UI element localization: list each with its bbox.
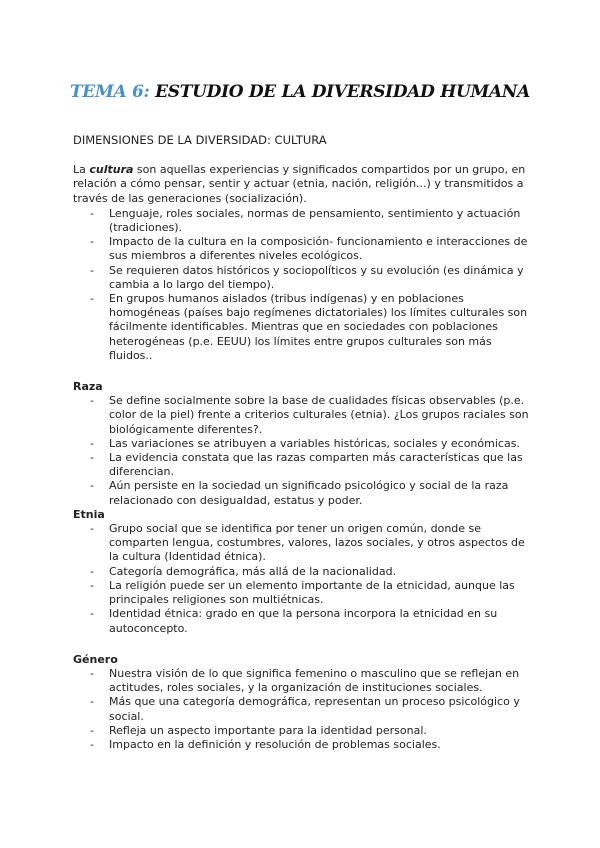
cultura-list <box>73 207 533 363</box>
genero-heading: Género <box>73 652 118 666</box>
list-item: - Identidad étnica: grado en que la persona incorpora la etnicidad en su autoconcepto. <box>109 607 533 635</box>
list-item: - La evidencia constata que las razas comparten más características que las diferencian. <box>109 451 533 479</box>
list-item: - Más que una categoría demográfica, representan un proceso psicológico y social. <box>109 695 533 723</box>
list-item: - Refleja un aspecto importante para la identidad personal. <box>109 724 533 738</box>
page-title <box>0 82 600 102</box>
list-item: - Se define socialmente sobre la base de cualidades físicas observables (p.e. color de la piel) frente a criterios culturales (etnia). ¿Los grupos raciales son biológicamente diferentes?. <box>109 394 533 437</box>
cultura-term: cultura <box>89 163 134 177</box>
list-item: - Nuestra visión de lo que significa femenino o masculino que se reflejan en actitudes, roles sociales, y la organización de instituciones sociales. <box>109 667 533 695</box>
spacer <box>73 636 533 653</box>
list-item: - Impacto en la definición y resolución de problemas sociales. <box>109 738 533 752</box>
raza-list <box>73 394 533 508</box>
list-item: - En grupos humanos aislados (tribus indígenas) y en poblaciones homogéneas (países bajo regímenes dictatoriales) los límites culturales son fácilmente identificables. Mientras que en sociedades con poblaciones heterogéneas (p.e. EEUU) los límites entre grupos culturales son más fluidos.. <box>109 292 533 363</box>
spacer <box>73 363 533 380</box>
cultura-intro <box>73 163 533 206</box>
title-main: ESTUDIO DE LA DIVERSIDAD HUMANA <box>149 82 531 102</box>
etnia-heading: Etnia <box>73 507 105 521</box>
document-body <box>73 133 533 752</box>
list-item: - Las variaciones se atribuyen a variables históricas, sociales y económicas. <box>109 437 533 451</box>
title-prefix: TEMA 6: <box>69 82 150 102</box>
list-item: - Categoría demográfica, más allá de la nacionalidad. <box>109 565 533 579</box>
cultura-intro-rest: son aquellas experiencias y significados compartidos por un grupo, en relación a cómo pensar, sentir y actuar (etnia, nación, religión...) y transmitidos a través de las generaciones (socialización). <box>73 163 526 205</box>
cultura-intro-lead: La <box>73 163 90 177</box>
list-item: - Se requieren datos históricos y sociopolíticos y su evolución (es dinámica y cambia a lo largo del tiempo). <box>109 264 533 292</box>
raza-heading: Raza <box>73 380 103 394</box>
list-item: - Lenguaje, roles sociales, normas de pensamiento, sentimiento y actuación (tradiciones). <box>109 207 533 235</box>
list-item: - Grupo social que se identifica por tener un origen común, donde se comparten lengua, costumbres, valores, lazos sociales, y otros aspectos de la cultura (Identidad étnica). <box>109 522 533 565</box>
section-heading: DIMENSIONES DE LA DIVERSIDAD: CULTURA <box>73 133 327 147</box>
list-item: - Aún persiste en la sociedad un significado psicológico y social de la raza relacionado con desigualdad, estatus y poder. <box>109 479 533 507</box>
etnia-list <box>73 522 533 636</box>
genero-list <box>73 667 533 752</box>
list-item: - Impacto de la cultura en la composición- funcionamiento e interacciones de sus miembros a diferentes niveles ecológicos. <box>109 235 533 263</box>
list-item: - La religión puede ser un elemento importante de la etnicidad, aunque las principales religiones son multiétnicas. <box>109 579 533 607</box>
